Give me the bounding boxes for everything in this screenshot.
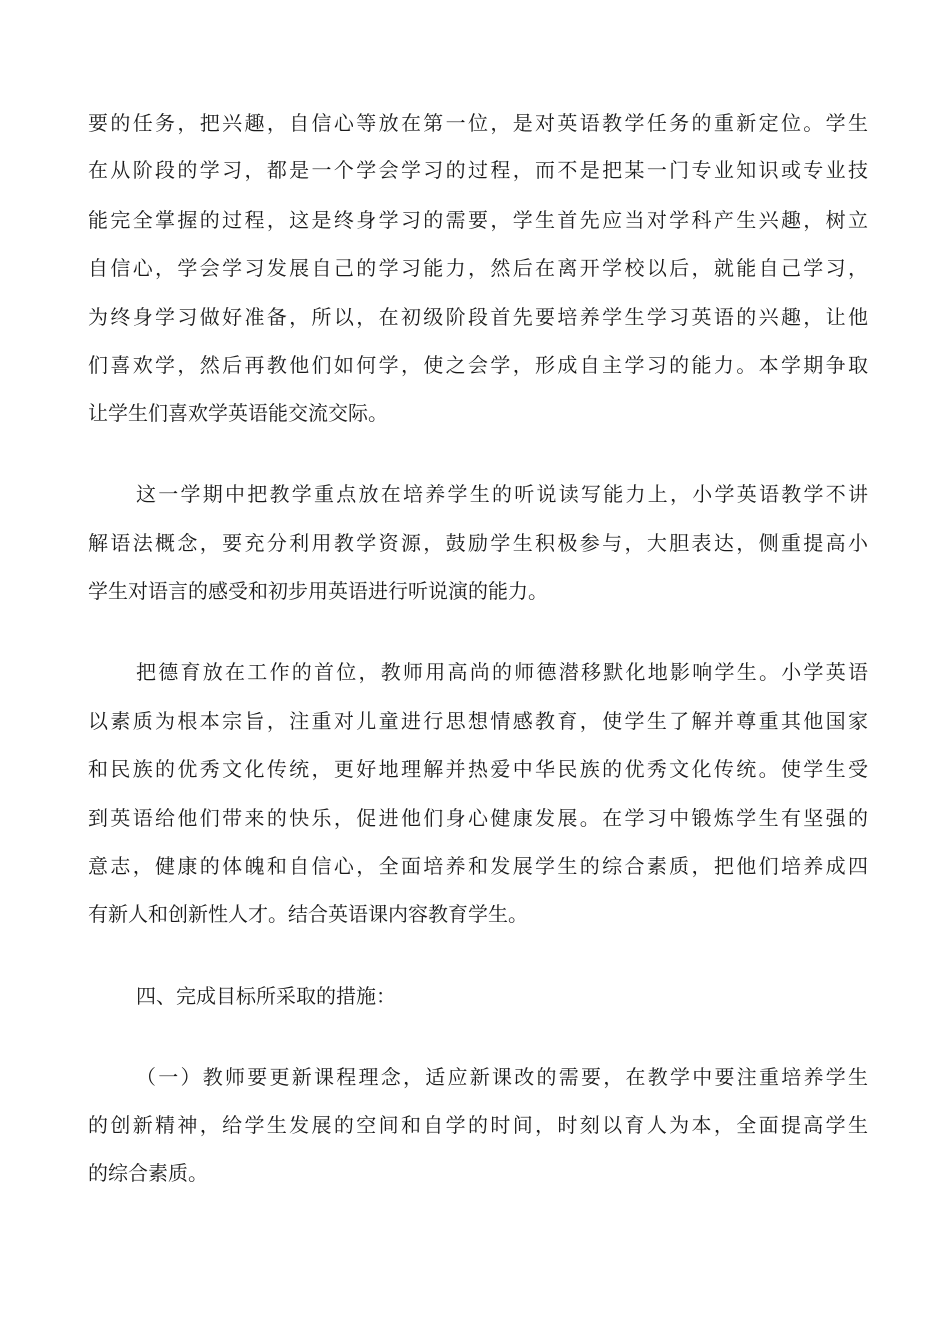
- paragraph-line: 把德育放在工作的首位，教师用高尚的师德潜移默化地影响学生。小学英语: [136, 660, 868, 684]
- paragraph-line: 以素质为根本宗旨，注重对儿童进行思想情感教育，使学生了解并尊重其他国家: [88, 709, 868, 733]
- section-heading-text: 四、完成目标所采取的措施：: [136, 984, 396, 1008]
- paragraph-line: 们喜欢学，然后再教他们如何学，使之会学，形成自主学习的能力。本学期争取: [88, 353, 868, 377]
- paragraph-line: 让学生们喜欢学英语能交流交际。: [88, 401, 388, 425]
- paragraph-line: 能完全掌握的过程，这是终身学习的需要，学生首先应当对学科产生兴趣，树立: [88, 208, 868, 232]
- paragraph-line: 解语法概念，要充分利用教学资源，鼓励学生积极参与，大胆表达，侧重提高小: [88, 531, 868, 555]
- paragraph-line: 学生对语言的感受和初步用英语进行听说演的能力。: [88, 579, 548, 603]
- paragraph-line: 有新人和创新性人才。结合英语课内容教育学生。: [88, 902, 528, 926]
- paragraph-line: 在从阶段的学习，都是一个学会学习的过程，而不是把某一门专业知识或专业技: [88, 158, 868, 182]
- paragraph-line: 要的任务，把兴趣，自信心等放在第一位，是对英语教学任务的重新定位。学生: [88, 111, 868, 135]
- paragraph-line: 意志，健康的体魄和自信心，全面培养和发展学生的综合素质，把他们培养成四: [88, 854, 868, 878]
- paragraph-line: 这一学期中把教学重点放在培养学生的听说读写能力上，小学英语教学不讲: [136, 482, 868, 506]
- paragraph-line: 和民族的优秀文化传统，更好地理解并热爱中华民族的优秀文化传统。使学生受: [88, 757, 868, 781]
- paragraph-line: 的综合素质。: [88, 1161, 208, 1185]
- paragraph-line: 到英语给他们带来的快乐，促进他们身心健康发展。在学习中锻炼学生有坚强的: [88, 806, 868, 830]
- paragraph-line: 自信心，学会学习发展自己的学习能力，然后在离开学校以后，就能自己学习，: [88, 256, 868, 280]
- paragraph-line: （一）教师要更新课程理念，适应新课改的需要，在教学中要注重培养学生: [136, 1065, 868, 1089]
- paragraph-line: 为终身学习做好准备，所以，在初级阶段首先要培养学生学习英语的兴趣，让他: [88, 305, 868, 329]
- paragraph-line: 的创新精神，给学生发展的空间和自学的时间，时刻以育人为本，全面提高学生: [88, 1113, 868, 1137]
